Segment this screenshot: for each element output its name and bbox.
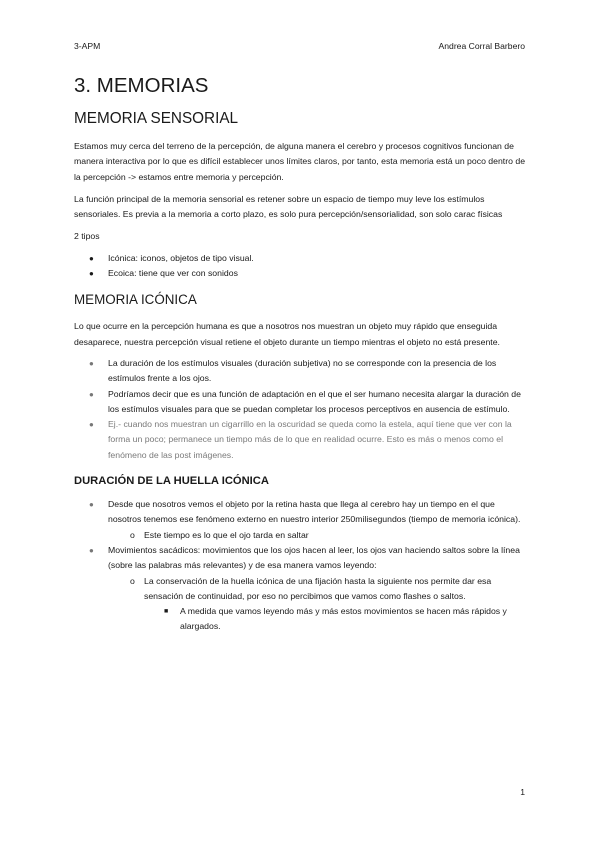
bullet-icon: ● (89, 358, 94, 368)
page-number: 1 (520, 787, 525, 797)
list-item: ■ A medida que vamos leyendo más y más estos movimientos se hacen más rápidos y alargados. (164, 606, 507, 632)
types-list (74, 251, 526, 282)
list-item: o La conservación de la huella icónica de una fijación hasta la siguiente nos permite dar esa sensación de continuidad, por eso no percibimos que vamos como flashes o saltos. ■ A medida que vamos leyendo más y más estos movimientos se hacen más rápidos y alargados. (74, 574, 526, 635)
list-item: ● Podríamos decir que es una función de adaptación en el que el ser humano necesita alargar la duración de los estímulos visuales para que se puedan completar los procesos perceptivos en ausencia de estímulo. (89, 388, 521, 414)
bullet-icon: ● (89, 545, 94, 555)
list-item: ● Movimientos sacádicos: movimientos que los ojos hacen al leer, los ojos van haciendo saltos sobre la línea (sobre las palabras más relevantes) y de esa manera vamos leyendo: o La conservación de la huella icónica de una fijación hasta la siguiente nos permite dar esa sensación de continuidad, por eso no percibimos que vamos como flashes o saltos. ■ A medida que vamos leyendo más y más estos movimientos se hacen más rápidos y alargados. (74, 543, 526, 635)
sub-sub-list (144, 604, 526, 635)
paragraph: Lo que ocurre en la percepción humana es que a nosotros nos muestran un objeto muy rápido que enseguida desaparece, nuestra percepción visual retiene el objeto durante un tiempo mientras el objeto no está presente. (74, 321, 500, 347)
page-content (74, 74, 526, 635)
list-item: ● Icónica: iconos, objetos de tipo visual. (74, 251, 526, 266)
bullet-icon: ● (89, 420, 94, 430)
square-bullet-icon: ■ (164, 608, 169, 616)
bullet-icon: ● (89, 269, 94, 279)
section-heading-memoria-iconica: MEMORIA ICÓNICA (74, 292, 197, 308)
list-item: ● La duración de los estímulos visuales (duración subjetiva) no se corresponde con la presencia de los estímulos frente a los ojos. (89, 357, 497, 384)
section-heading-memoria-sensorial: MEMORIA SENSORIAL (74, 110, 239, 127)
bullet-icon: ● (89, 500, 94, 510)
sub-list (108, 574, 526, 635)
list-item: ● Ecoica: tiene que ver con sonidos (74, 266, 526, 281)
sub-list (108, 528, 526, 543)
header-course: 3-APM (74, 41, 101, 51)
section-heading-duracion-huella: DURACIÓN DE LA HUELLA ICÓNICA (74, 475, 269, 488)
paragraph: Estamos muy cerca del terreno de la percepción, de alguna manera el cerebro y procesos cognitivos funcionan de manera interactiva por lo que es difícil establecer unos límites claros, por tanto, esta memoria está un poco dentro de la percepción -> estamos entre memoria y percepción. (74, 141, 526, 182)
list-item: ● Ej.- cuando nos muestran un cigarrillo en la oscuridad se queda como la estela, aquí tiene que ver con la forma un poco; permanece un tiempo más de lo que en realidad ocurre. Esto es más o menos como el fenómeno de las post imágenes. (89, 419, 512, 460)
list-item: ● Desde que nosotros vemos el objeto por la retina hasta que llega al cerebro hay un tiempo en el que nosotros tenemos ese fenómeno externo en nuestro interior 250milisegundos (tiempo de memoria icónica). o Este tiempo es lo que el ojo tarda en saltar (74, 497, 526, 543)
header-author: Andrea Corral Barbero (438, 41, 525, 51)
bullet-icon: ● (89, 253, 94, 263)
list-item: o Este tiempo es lo que el ojo tarda en saltar (74, 528, 526, 543)
huella-bullets (74, 497, 526, 635)
circle-bullet-icon: o (130, 529, 135, 540)
iconica-bullets (74, 356, 526, 463)
page-title: 3. MEMORIAS (74, 74, 209, 97)
bullet-icon: ● (89, 389, 94, 399)
paragraph: La función principal de la memoria sensorial es retener sobre un espacio de tiempo muy leve los estímulos sensoriales. Es previa a la memoria a corto plazo, es solo pura percepción/sensorialidad, son solo carac físicas (74, 193, 503, 220)
types-label: 2 tipos (74, 231, 100, 242)
circle-bullet-icon: o (130, 575, 135, 586)
